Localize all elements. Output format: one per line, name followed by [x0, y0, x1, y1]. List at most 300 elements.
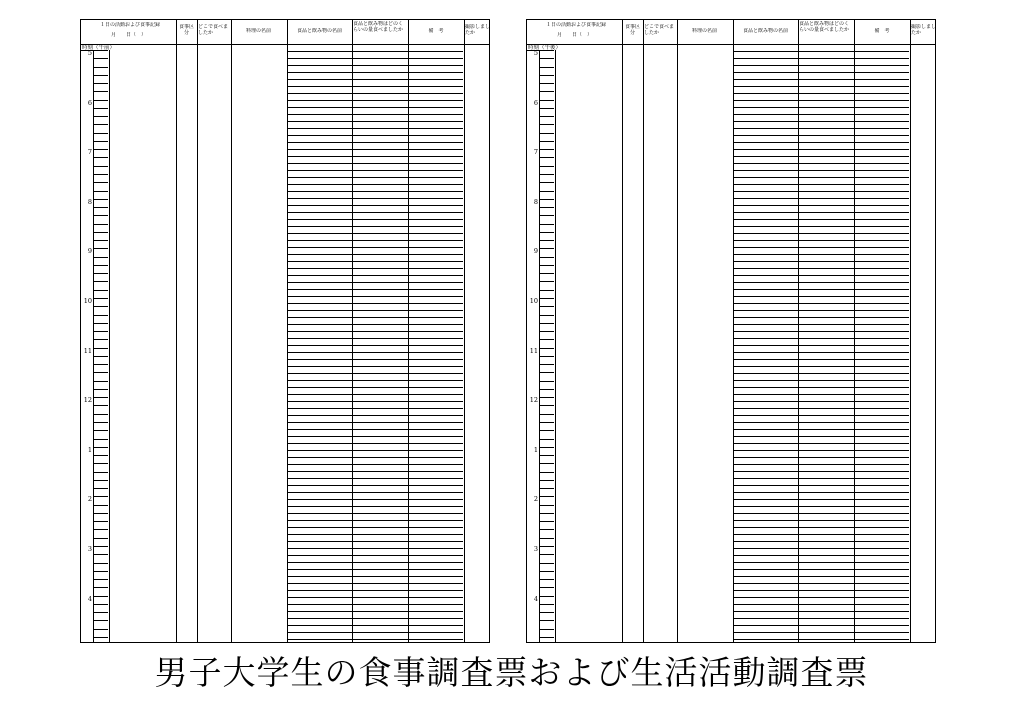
entry-row-line [287, 317, 463, 318]
hour-label: 4 [87, 594, 92, 603]
entry-row-line [733, 135, 909, 136]
time-tick [93, 513, 108, 514]
time-tick [539, 157, 554, 158]
entry-row-line [733, 226, 909, 227]
time-tick [539, 290, 554, 291]
column-divider [231, 20, 232, 642]
time-tick [539, 83, 554, 84]
entry-row-line [733, 478, 909, 479]
time-tick [539, 620, 554, 621]
entry-row-line [287, 338, 463, 339]
time-tick [539, 339, 554, 340]
time-tick [93, 141, 108, 142]
entry-row-line [287, 135, 463, 136]
time-tick [93, 463, 108, 464]
hour-label: 7 [533, 148, 538, 157]
time-tick [93, 422, 108, 423]
entry-row-line [733, 366, 909, 367]
time-tick [539, 397, 554, 398]
entry-row-line [733, 212, 909, 213]
entry-row-line [287, 282, 463, 283]
time-tick [539, 141, 554, 142]
time-tick [539, 224, 554, 225]
entry-row-line [733, 639, 909, 640]
hour-label: 2 [533, 495, 538, 504]
entry-row-line [733, 562, 909, 563]
time-tick [539, 91, 554, 92]
entry-row-line [733, 310, 909, 311]
entry-row-line [733, 282, 909, 283]
entry-row-line [287, 611, 463, 612]
time-tick [539, 637, 554, 638]
entry-row-line [733, 429, 909, 430]
entry-row-line [733, 254, 909, 255]
remarks-header: 備 考 [874, 28, 890, 34]
time-tick [93, 75, 108, 76]
entry-row-line [287, 184, 463, 185]
time-tick [539, 529, 554, 530]
entry-row-line [287, 247, 463, 248]
entry-row-line [287, 450, 463, 451]
hour-labels [81, 50, 93, 642]
entry-row-line [287, 219, 463, 220]
entry-row-line [733, 520, 909, 521]
time-tick [93, 232, 108, 233]
time-tick [539, 281, 554, 282]
time-tick [539, 215, 554, 216]
meal-type-header: 食事区分 [178, 24, 194, 36]
time-tick [93, 571, 108, 572]
time-tick [539, 58, 554, 59]
time-tick [539, 472, 554, 473]
time-tick [93, 364, 108, 365]
time-tick [539, 480, 554, 481]
time-tick [93, 546, 108, 547]
time-tick [539, 513, 554, 514]
time-tick [93, 224, 108, 225]
entry-row-line [733, 191, 909, 192]
time-tick [539, 488, 554, 489]
food-name-header: 食品と飲み物の名前 [296, 28, 342, 34]
entry-row-line [287, 107, 463, 108]
time-tick [539, 257, 554, 258]
time-tick [93, 455, 108, 456]
entry-row-line [733, 506, 909, 507]
entry-row-line [287, 422, 463, 423]
time-tick [93, 604, 108, 605]
time-tick [93, 182, 108, 183]
time-tick [539, 273, 554, 274]
entry-row-line [287, 114, 463, 115]
time-tick [93, 389, 108, 390]
entry-row-line [287, 156, 463, 157]
hour-label: 3 [87, 545, 92, 553]
entry-row-line [287, 310, 463, 311]
entry-row-line [733, 471, 909, 472]
entry-row-line [733, 590, 909, 591]
where-eaten-header: どこで食べましたか [644, 24, 675, 36]
page-title: 男子大学生の食事調査票および生活活動調査票 [154, 653, 869, 692]
time-tick [93, 505, 108, 506]
time-tick [539, 604, 554, 605]
time-tick [539, 422, 554, 423]
entry-row-line [733, 548, 909, 549]
entry-row-line [733, 149, 909, 150]
entry-row-line [733, 408, 909, 409]
time-tick [93, 629, 108, 630]
time-tick [539, 149, 554, 150]
time-tick [539, 554, 554, 555]
entry-row-line [287, 492, 463, 493]
entry-row-line [287, 506, 463, 507]
entry-row-line [733, 163, 909, 164]
time-tick [93, 100, 108, 101]
entry-row-line [287, 464, 463, 465]
entry-row-line [733, 576, 909, 577]
entry-row-line [733, 597, 909, 598]
entry-row-line [733, 247, 909, 248]
entry-row-line [287, 93, 463, 94]
time-tick [539, 629, 554, 630]
entry-row-line [287, 527, 463, 528]
entry-row-line [733, 156, 909, 157]
time-tick [93, 538, 108, 539]
entry-row-line [733, 107, 909, 108]
entry-row-line [733, 240, 909, 241]
time-tick [539, 430, 554, 431]
date-field: 月 日（ ） [111, 32, 147, 38]
entry-row-line [287, 632, 463, 633]
time-tick [539, 356, 554, 357]
time-tick [93, 331, 108, 332]
time-tick [539, 381, 554, 382]
time-tick [539, 579, 554, 580]
hour-label: 8 [533, 197, 538, 206]
entry-row-line [287, 212, 463, 213]
entry-row-line [733, 142, 909, 143]
hour-label: 12 [83, 396, 92, 405]
hour-label: 1 [533, 445, 538, 454]
entry-row-line [287, 415, 463, 416]
entry-row-line [733, 422, 909, 423]
entry-row-line [287, 555, 463, 556]
time-tick [93, 315, 108, 316]
time-tick [539, 199, 554, 200]
column-divider [622, 20, 623, 642]
entry-row-line [287, 72, 463, 73]
hour-label: 5 [533, 49, 538, 57]
hour-label: 2 [87, 495, 92, 504]
time-tick [539, 596, 554, 597]
entry-row-line [733, 114, 909, 115]
entry-row-line [733, 359, 909, 360]
time-tick [93, 50, 108, 51]
time-tick [539, 116, 554, 117]
time-tick [93, 405, 108, 406]
time-tick [539, 587, 554, 588]
entry-row-line [733, 499, 909, 500]
entry-row-line [287, 457, 463, 458]
entry-row-line [287, 163, 463, 164]
entry-row-line [287, 639, 463, 640]
entry-row-line [733, 198, 909, 199]
entry-row-line [287, 597, 463, 598]
time-ticks [539, 50, 554, 642]
record-title: １日の活動および食事記録 [545, 22, 606, 28]
afternoon-record-sheet [526, 19, 936, 643]
time-tick [539, 315, 554, 316]
entry-row-line [287, 261, 463, 262]
entry-row-line [287, 373, 463, 374]
entry-row-line [733, 492, 909, 493]
entry-row-line [287, 296, 463, 297]
entry-row-line [287, 590, 463, 591]
photo-header: 撮影しましたか [911, 24, 936, 36]
time-tick [539, 612, 554, 613]
entry-row-line [733, 569, 909, 570]
time-tick [93, 637, 108, 638]
time-tick [539, 496, 554, 497]
time-tick [539, 447, 554, 448]
time-tick [93, 620, 108, 621]
time-tick [539, 182, 554, 183]
column-divider [643, 20, 644, 642]
entry-row-line [733, 65, 909, 66]
entry-row-line [287, 303, 463, 304]
entry-row-line [287, 240, 463, 241]
hour-label: 8 [87, 197, 92, 206]
entry-row-line [733, 275, 909, 276]
time-tick [539, 133, 554, 134]
entry-row-line [287, 436, 463, 437]
time-tick [93, 240, 108, 241]
amount-header: 食品と飲み物はどのくらいの量食べましたか [353, 21, 404, 33]
entry-row-line [733, 604, 909, 605]
dish-name-header: 料理の名前 [245, 28, 271, 34]
entry-row-line [733, 233, 909, 234]
time-tick [93, 521, 108, 522]
hour-label: 9 [533, 247, 538, 256]
time-tick [539, 265, 554, 266]
time-tick [93, 381, 108, 382]
entry-row-line [733, 58, 909, 59]
entry-row-line [287, 100, 463, 101]
entry-row-line [733, 443, 909, 444]
entry-row-line [733, 79, 909, 80]
time-tick [93, 496, 108, 497]
food-name-header: 食品と飲み物の名前 [742, 28, 788, 34]
entry-row-line [287, 331, 463, 332]
entry-row-line [733, 541, 909, 542]
time-tick [539, 232, 554, 233]
entry-row-line [733, 464, 909, 465]
time-tick [539, 240, 554, 241]
time-tick [93, 306, 108, 307]
time-tick [539, 298, 554, 299]
entry-row-line [733, 184, 909, 185]
record-title: １日の活動および食事記録 [99, 22, 160, 28]
where-eaten-header: どこで食べましたか [198, 24, 229, 36]
entry-row-line [287, 128, 463, 129]
entry-row-line [733, 394, 909, 395]
time-ticks [93, 50, 108, 642]
hour-label: 10 [529, 297, 538, 305]
time-tick [93, 397, 108, 398]
entry-row-line [287, 569, 463, 570]
time-tick [93, 529, 108, 530]
entry-row-line [287, 198, 463, 199]
entry-row-line [287, 86, 463, 87]
time-tick [93, 579, 108, 580]
hour-label: 12 [529, 396, 538, 405]
hour-labels [527, 50, 539, 642]
entry-row-line [733, 289, 909, 290]
entry-rows [733, 44, 909, 642]
time-tick [93, 108, 108, 109]
time-tick [93, 149, 108, 150]
time-tick [93, 166, 108, 167]
hour-label: 3 [533, 545, 538, 553]
entry-row-line [287, 576, 463, 577]
entry-row-line [287, 345, 463, 346]
entry-row-line [733, 72, 909, 73]
entry-row-line [287, 408, 463, 409]
time-tick [93, 323, 108, 324]
time-tick [93, 298, 108, 299]
time-tick [539, 389, 554, 390]
time-tick [93, 348, 108, 349]
time-tick [539, 323, 554, 324]
entry-row-line [287, 65, 463, 66]
time-tick [93, 257, 108, 258]
entry-row-line [287, 471, 463, 472]
entry-row-line [287, 142, 463, 143]
time-tick [93, 480, 108, 481]
meal-type-header: 食事区分 [624, 24, 640, 36]
entry-row-line [287, 443, 463, 444]
time-tick [93, 83, 108, 84]
time-tick [539, 414, 554, 415]
entry-row-line [733, 380, 909, 381]
time-tick [539, 348, 554, 349]
entry-row-line [287, 548, 463, 549]
entry-row-line [733, 457, 909, 458]
dish-name-header: 料理の名前 [691, 28, 717, 34]
entry-row-line [733, 100, 909, 101]
time-tick [93, 447, 108, 448]
entry-row-line [287, 618, 463, 619]
time-tick [93, 554, 108, 555]
entry-row-line [287, 58, 463, 59]
hour-label: 9 [87, 247, 92, 256]
entry-row-line [287, 520, 463, 521]
hour-label: 6 [533, 98, 538, 107]
entry-row-line [733, 268, 909, 269]
entry-row-line [287, 366, 463, 367]
time-tick [93, 587, 108, 588]
time-tick [539, 521, 554, 522]
time-column-header: 時刻（午前） [82, 45, 116, 51]
time-tick [93, 273, 108, 274]
time-tick [93, 265, 108, 266]
entry-row-line [287, 254, 463, 255]
entry-row-line [733, 534, 909, 535]
time-tick [539, 75, 554, 76]
entry-row-line [287, 541, 463, 542]
time-tick [539, 124, 554, 125]
hour-label: 4 [533, 594, 538, 603]
time-tick [539, 100, 554, 101]
entry-row-line [287, 401, 463, 402]
entry-row-line [733, 86, 909, 87]
time-tick [539, 372, 554, 373]
hour-label: 5 [87, 49, 92, 57]
time-tick [93, 372, 108, 373]
entry-row-line [287, 380, 463, 381]
entry-row-line [733, 611, 909, 612]
time-tick [93, 414, 108, 415]
entry-row-line [733, 121, 909, 122]
entry-row-line [287, 149, 463, 150]
entry-row-line [733, 170, 909, 171]
entry-row-line [733, 401, 909, 402]
hour-label: 11 [83, 346, 92, 355]
time-tick [93, 116, 108, 117]
entry-row-line [733, 485, 909, 486]
entry-row-line [287, 170, 463, 171]
entry-row-line [287, 562, 463, 563]
entry-row-line [287, 268, 463, 269]
time-tick [93, 612, 108, 613]
entry-row-line [287, 604, 463, 605]
time-tick [93, 58, 108, 59]
entry-row-line [733, 93, 909, 94]
entry-row-line [287, 352, 463, 353]
entry-row-line [733, 128, 909, 129]
time-tick [93, 281, 108, 282]
entry-row-line [287, 387, 463, 388]
entry-row-line [733, 219, 909, 220]
time-tick [539, 174, 554, 175]
entry-row-line [287, 226, 463, 227]
date-field: 月 日（ ） [557, 32, 593, 38]
column-divider [677, 20, 678, 642]
amount-header: 食品と飲み物はどのくらいの量食べましたか [799, 21, 850, 33]
entry-row-line [287, 534, 463, 535]
time-tick [539, 50, 554, 51]
entry-row-line [733, 527, 909, 528]
time-tick [93, 174, 108, 175]
entry-row-line [733, 618, 909, 619]
hour-label: 1 [87, 445, 92, 454]
entry-row-line [733, 415, 909, 416]
entry-row-line [733, 338, 909, 339]
time-tick [93, 290, 108, 291]
time-tick [539, 563, 554, 564]
entry-row-line [733, 324, 909, 325]
time-tick [93, 133, 108, 134]
time-tick [93, 207, 108, 208]
hour-label: 6 [87, 98, 92, 107]
time-tick [539, 248, 554, 249]
time-tick [539, 546, 554, 547]
entry-row-line [287, 289, 463, 290]
entry-row-line [287, 121, 463, 122]
morning-record-sheet [80, 19, 490, 643]
time-tick [539, 306, 554, 307]
time-tick [93, 191, 108, 192]
entry-row-line [733, 261, 909, 262]
